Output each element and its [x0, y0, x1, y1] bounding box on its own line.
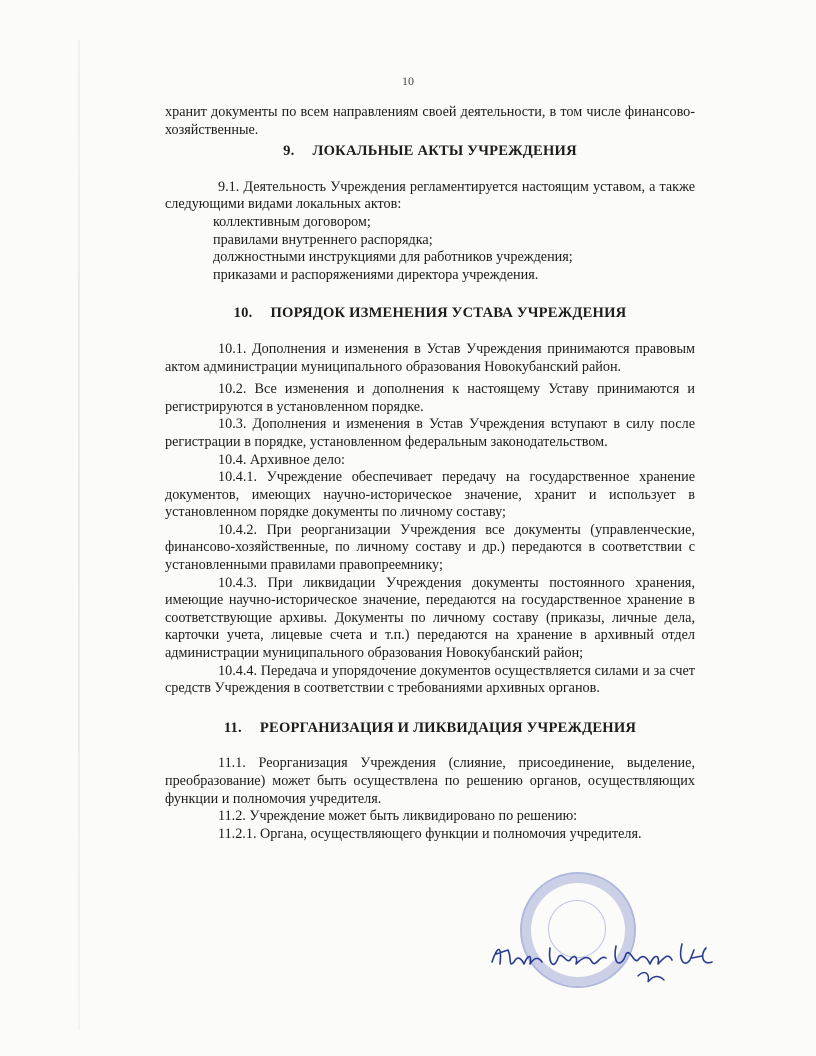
list-item: правилами внутреннего распорядка;	[213, 231, 433, 248]
section-11-title: РЕОРГАНИЗАЦИЯ И ЛИКВИДАЦИЯ УЧРЕЖДЕНИЯ	[259, 719, 637, 736]
section-11-number: 11.	[223, 719, 242, 736]
paragraph-10-4-3: 10.4.3. При ликвидации Учреждения документы постоянного хранения, имеющие научно-историческое значение, передаются на государственное хранение в соответствующие архивы. Документы по личному составу (приказы, личные дела, карточки учета, лицевые счета и т.п.) передаются на хранение в архивный отдел администрации муниципального образования Новокубанский район;	[165, 574, 695, 662]
section-10-number: 10.	[233, 305, 253, 322]
paragraph-9-1: 9.1. Деятельность Учреждения регламентируется настоящим уставом, а также следующими видами локальных актов:	[165, 178, 695, 213]
paragraph-11-2: 11.2. Учреждение может быть ликвидировано по решению:	[218, 808, 578, 825]
paragraph-10-4: 10.4. Архивное дело:	[218, 451, 345, 468]
list-item: коллективным договором;	[213, 213, 371, 230]
paragraph-11-2-1: 11.2.1. Органа, осуществляющего функции и полномочия учредителя.	[218, 825, 642, 842]
document-body	[165, 104, 695, 843]
local-acts-list	[165, 214, 695, 284]
section-9-number: 9.	[283, 143, 295, 160]
paragraph-10-3: 10.3. Дополнения и изменения в Устав Учреждения вступают в силу после регистрации в порядке, установленном федеральным законодательством.	[165, 416, 695, 450]
list-item: должностными инструкциями для работников учреждения;	[213, 249, 573, 266]
section-9-title: ЛОКАЛЬНЫЕ АКТЫ УЧРЕЖДЕНИЯ	[312, 143, 577, 160]
section-10-heading	[165, 305, 695, 323]
handwritten-signature	[488, 924, 718, 994]
intro-paragraph: хранит документы по всем направлениям своей деятельности, в том числе финансово-хозяйственные.	[165, 104, 695, 138]
paragraph-11-1: 11.1. Реорганизация Учреждения (слияние, присоединение, выделение, преобразование) может быть осуществлена по решению органов, осуществляющих функции и полномочия учредителя.	[165, 755, 695, 807]
section-9-heading	[165, 143, 695, 161]
paragraph-10-1: 10.1. Дополнения и изменения в Устав Учреждения принимаются правовым актом администрации муниципального образования Новокубанский район.	[165, 340, 695, 375]
paragraph-10-4-4: 10.4.4. Передача и упорядочение документов осуществляется силами и за счет средств Учреждения в соответствии с требованиями архивных органов.	[165, 662, 695, 697]
paragraph-10-2: 10.2. Все изменения и дополнения к настоящему Уставу принимаются и регистрируются в установленном порядке.	[165, 381, 695, 415]
page-number: 10	[402, 74, 414, 88]
section-10-title: ПОРЯДОК ИЗМЕНЕНИЯ УСТАВА УЧРЕЖДЕНИЯ	[270, 305, 627, 322]
list-item: приказами и распоряжениями директора учреждения.	[213, 266, 539, 283]
section-11-heading	[165, 720, 695, 738]
page-edge	[78, 40, 80, 1030]
paragraph-10-4-1: 10.4.1. Учреждение обеспечивает передачу на государственное хранение документов, имеющих научно-историческое значение, хранит и использует в установленном порядке документы по личному составу;	[165, 469, 695, 521]
paragraph-10-4-2: 10.4.2. При реорганизации Учреждения все документы (управленческие, финансово-хозяйственные, по личному составу и др.) передаются в соответствии с установленными правилами правопреемнику;	[165, 521, 695, 574]
